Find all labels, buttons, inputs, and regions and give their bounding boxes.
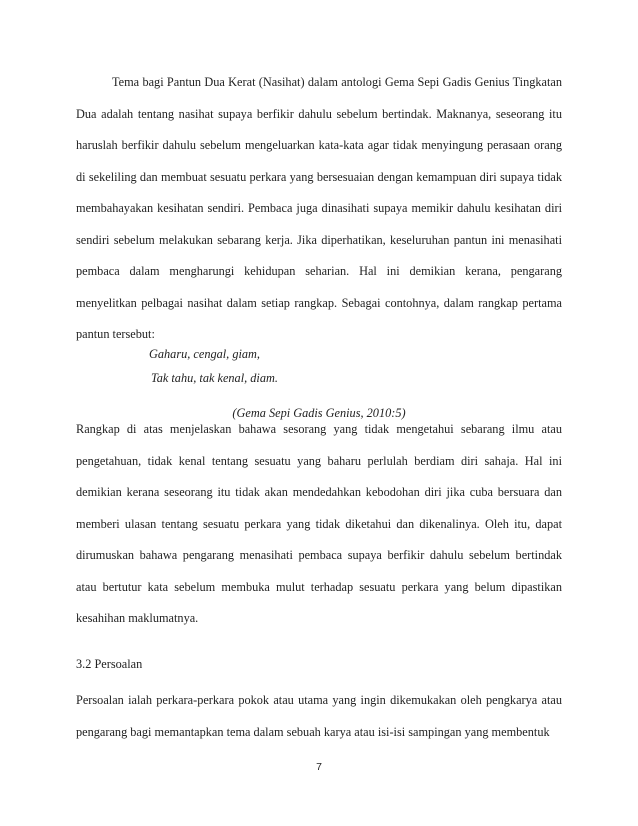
section-heading: 3.2 Persoalan <box>76 657 143 671</box>
page-number: 7 <box>316 761 322 773</box>
pantun-line-1: Gaharu, cengal, giam, <box>149 347 261 361</box>
paragraph-explanation: Rangkap di atas menjelaskan bahawa sesorang yang tidak mengetahui sebarang ilmu atau pengetahuan, tidak kenal tentang sesuatu yang baharu perlulah berdiam diri sahaja. Hal ini demikian kerana seseorang itu tidak akan mendedahkan kebodohan diri jika cuba bersuara dan memberi ulasan tentang sesuatu perkara yang tidak diketahui dan dikenalinya. Oleh itu, dapat dirumuskan bahawa pengarang menasihati pembaca supaya berfikir dahulu sebelum bertindak atau bertutur kata sebelum membuka mulut terhadap sesuatu perkara yang belum dipastikan kesahihan maklumatnya. <box>76 422 562 625</box>
paragraph-theme: Tema bagi Pantun Dua Kerat (Nasihat) dalam antologi Gema Sepi Gadis Genius Tingkatan Dua adalah tentang nasihat supaya berfikir dahulu sebelum bertindak. Maknanya, seseorang itu haruslah berfikir dahulu sebelum mengeluarkan kata-kata agar tidak menyingung perasaan orang di sekeliling dan membuat sesuatu perkara yang bersesuaian dengan kemampuan diri supaya tidak membahayakan kesihatan sendiri. Pembaca juga dinasihati supaya memikir dahulu kesihatan diri sendiri sebelum melakukan sebarang kerja. Jika diperhatikan, keseluruhan pantun ini menasihati pembaca dalam mengharungi kehidupan seharian. Hal ini demikian kerana, pengarang menyelitkan pelbagai nasihat dalam setiap rangkap. Sebagai contohnya, dalam rangkap pertama pantun tersebut: <box>76 75 562 341</box>
citation: (Gema Sepi Gadis Genius, 2010:5) <box>232 406 406 420</box>
pantun-quote <box>149 342 278 390</box>
paragraph-persoalan: Persoalan ialah perkara-perkara pokok atau utama yang ingin dikemukakan oleh pengkarya atau pengarang bagi memantapkan tema dalam sebuah karya atau isi-isi sampingan yang membentuk <box>76 693 562 739</box>
pantun-line-2: Tak tahu, tak kenal, diam. <box>151 371 278 385</box>
